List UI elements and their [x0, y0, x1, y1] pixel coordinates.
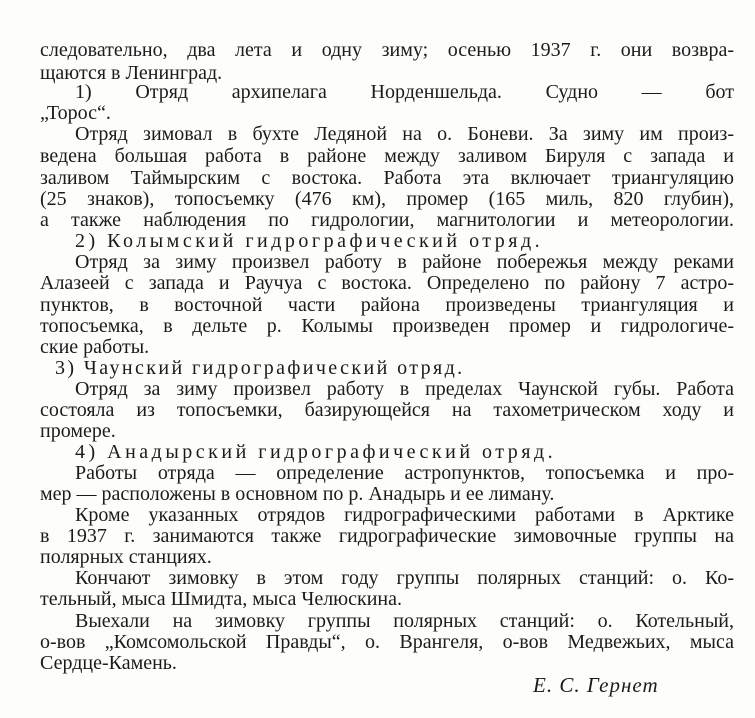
text-line: мер — расположены в основном по р. Анадырь и ее лиману.	[40, 483, 555, 505]
text-line: Сердце-Камень.	[40, 652, 177, 674]
paragraph-start: Отряд за зиму произвел работу в районе побережья между реками	[75, 251, 734, 273]
text-line: а также наблюдения по гидрологии, магнитологии и метеорологии.	[40, 209, 734, 231]
paragraph-start: Работы отряда — определение астропунктов, топосъемка и про-	[75, 462, 734, 484]
paragraph-start: Отряд за зиму произвел работу в пределах Чаунской губы. Работа	[75, 378, 734, 400]
text-line: тельный, мыса Шмидта, мыса Челюскина.	[40, 588, 402, 610]
text-line: состояла из топосъемки, базирующейся на тахометрическом ходу и	[40, 399, 734, 421]
text-line: о-вов „Комсомольской Правды“, о. Врангеля, о-вов Медвежьих, мыса	[40, 631, 734, 653]
text-line: ские работы.	[40, 336, 150, 358]
text-line: в 1937 г. занимаются также гидрографические зимовочные группы на	[40, 525, 734, 547]
paragraph-start: Отряд зимовал в бухте Ледяной на о. Боневи. За зиму им произ-	[75, 123, 734, 145]
author-signature: Е. С. Гернет	[533, 673, 659, 697]
section-heading-anadyr: 4) Анадырский гидрографический отряд.	[75, 441, 557, 463]
text-line: полярных станциях.	[40, 546, 212, 568]
text-line: (25 знаков), топосъемку (476 км), промер (165 миль, 820 глубин),	[40, 188, 734, 210]
text-line: „Торос“.	[40, 102, 111, 124]
text-line: промере.	[40, 420, 116, 442]
text-line: топосъемка, в дельте р. Колымы произведен промер и гидрологиче-	[40, 315, 734, 337]
text-line: щаются в Ленинград.	[40, 62, 223, 84]
section-heading-kolyma: 2) Колымский гидрографический отряд.	[75, 230, 544, 252]
text-line: пунктов, в восточной части района произведены триангуляция и	[40, 294, 734, 316]
text-line: ведена большая работа в районе между заливом Бируля с запада и	[40, 145, 734, 167]
paragraph-start: Кончают зимовку в этом году группы полярных станций: о. Ко-	[75, 567, 734, 589]
text-line: Алазеей с запада и Раучуа с востока. Определено по району 7 астро-	[40, 272, 734, 294]
section-heading-chaun: 3) Чаунский гидрографический отряд.	[55, 357, 465, 379]
text-line: заливом Таймырским с востока. Работа эта включает триангуляцию	[40, 167, 734, 189]
text-line: следовательно, два лета и одну зиму; осенью 1937 г. они возвра-	[40, 39, 734, 61]
paragraph-start: Кроме указанных отрядов гидрографическими работами в Арктике	[75, 504, 734, 526]
paragraph-start: Выехали на зимовку группы полярных станций: о. Котельный,	[75, 610, 734, 632]
section-heading-nordenskiold: 1) Отряд архипелага Норденшельда. Судно — бот	[75, 81, 734, 103]
